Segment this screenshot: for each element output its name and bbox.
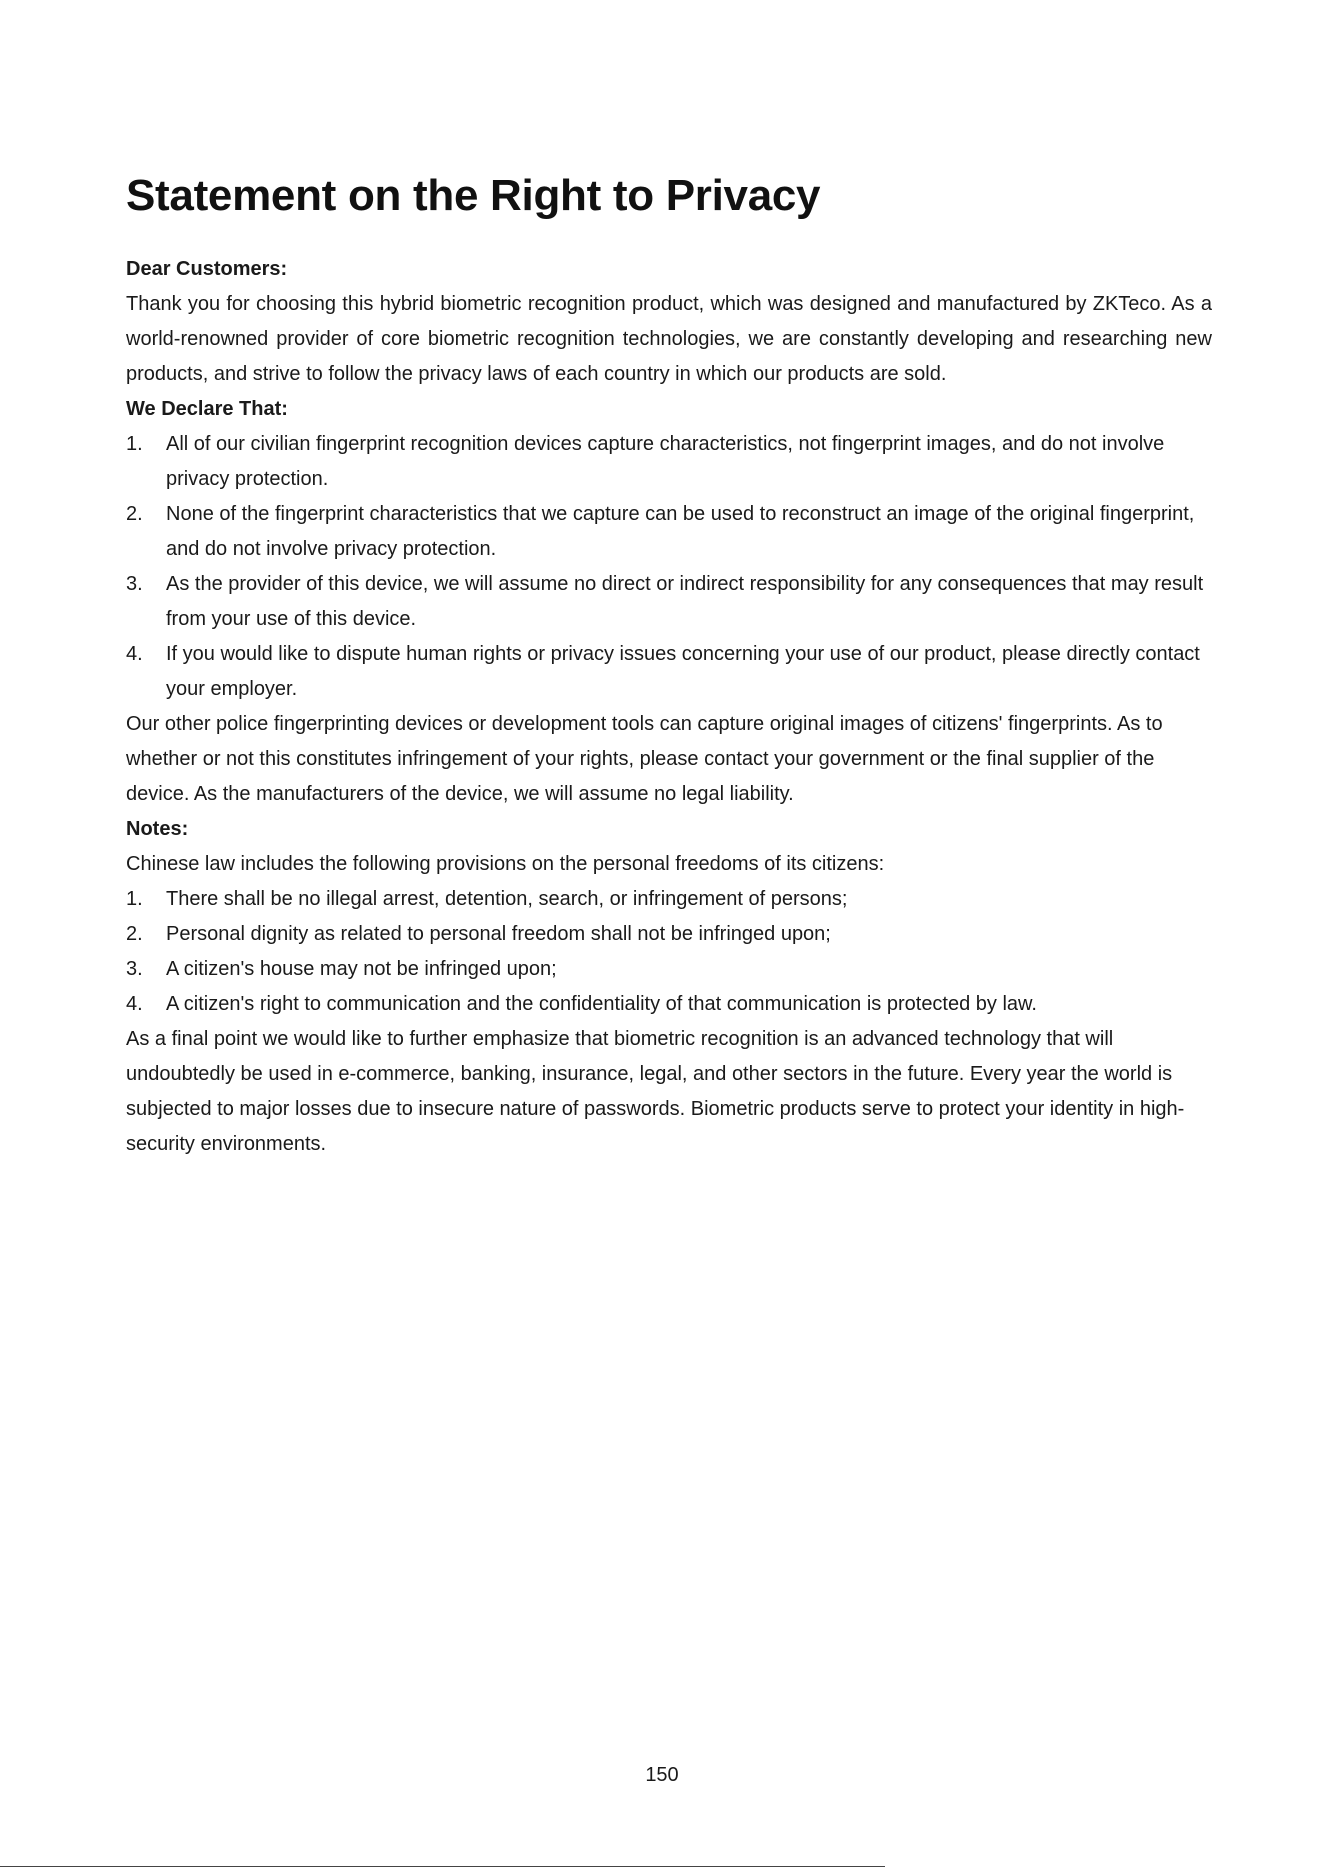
list-item-text: As the provider of this device, we will assume no direct or indirect responsibility for any consequences that may result from your use of this device. <box>166 573 1204 630</box>
list-item-text: Personal dignity as related to personal freedom shall not be infringed upon; <box>166 923 831 945</box>
list-item <box>126 567 1212 637</box>
list-item-text: If you would like to dispute human rights or privacy issues concerning your use of our product, please directly contact your employer. <box>166 643 1200 700</box>
greeting-heading: Dear Customers: <box>126 258 288 280</box>
list-item-text: A citizen's house may not be infringed upon; <box>166 958 557 980</box>
declare-heading: We Declare That: <box>126 398 288 420</box>
notes-heading: Notes: <box>126 818 189 840</box>
notes-list <box>126 882 1212 1022</box>
page-title: Statement on the Right to Privacy <box>126 171 821 220</box>
list-item-number: 1. <box>126 888 143 910</box>
list-item-number: 4. <box>126 643 143 665</box>
intro-paragraph: Thank you for choosing this hybrid biometric recognition product, which was designed and manufactured by ZKTeco. As a world-renowned provider of core biometric recognition technologies, we are constantly developing and researching new products, and strive to follow the privacy laws of each country in which our products are sold. <box>126 293 1212 385</box>
list-item <box>126 427 1212 497</box>
list-item-number: 2. <box>126 923 143 945</box>
list-item-text: All of our civilian fingerprint recognition devices capture characteristics, not fingerprint images, and do not involve privacy protection. <box>166 433 1165 490</box>
list-item <box>126 637 1212 707</box>
police-paragraph: Our other police fingerprinting devices or development tools can capture original images of citizens' fingerprints. As to whether or not this constitutes infringement of your rights, please contact your government or the final supplier of the device. As the manufacturers of the device, we will assume no legal liability. <box>126 713 1163 805</box>
list-item-text: None of the fingerprint characteristics that we capture can be used to reconstruct an image of the original fingerprint, and do not involve privacy protection. <box>166 503 1195 560</box>
list-item-number: 4. <box>126 993 143 1015</box>
list-item-text: A citizen's right to communication and the confidentiality of that communication is protected by law. <box>166 993 1037 1015</box>
page-content <box>126 168 1212 1162</box>
footer-divider <box>0 1866 885 1867</box>
page-number: 150 <box>645 1764 679 1786</box>
final-paragraph: As a final point we would like to further emphasize that biometric recognition is an advanced technology that will undoubtedly be used in e-commerce, banking, insurance, legal, and other sectors in the future. Every year the world is subjected to major losses due to insecure nature of passwords. Biometric products serve to protect your identity in high-security environments. <box>126 1028 1185 1155</box>
list-item-number: 3. <box>126 573 143 595</box>
list-item-number: 3. <box>126 958 143 980</box>
notes-intro: Chinese law includes the following provisions on the personal freedoms of its citizens: <box>126 853 885 875</box>
list-item <box>126 917 1212 952</box>
list-item <box>126 952 1212 987</box>
list-item <box>126 882 1212 917</box>
list-item <box>126 497 1212 567</box>
declarations-list <box>126 427 1212 707</box>
list-item-number: 2. <box>126 503 143 525</box>
list-item-number: 1. <box>126 433 143 455</box>
list-item <box>126 987 1212 1022</box>
list-item-text: There shall be no illegal arrest, detention, search, or infringement of persons; <box>166 888 848 910</box>
